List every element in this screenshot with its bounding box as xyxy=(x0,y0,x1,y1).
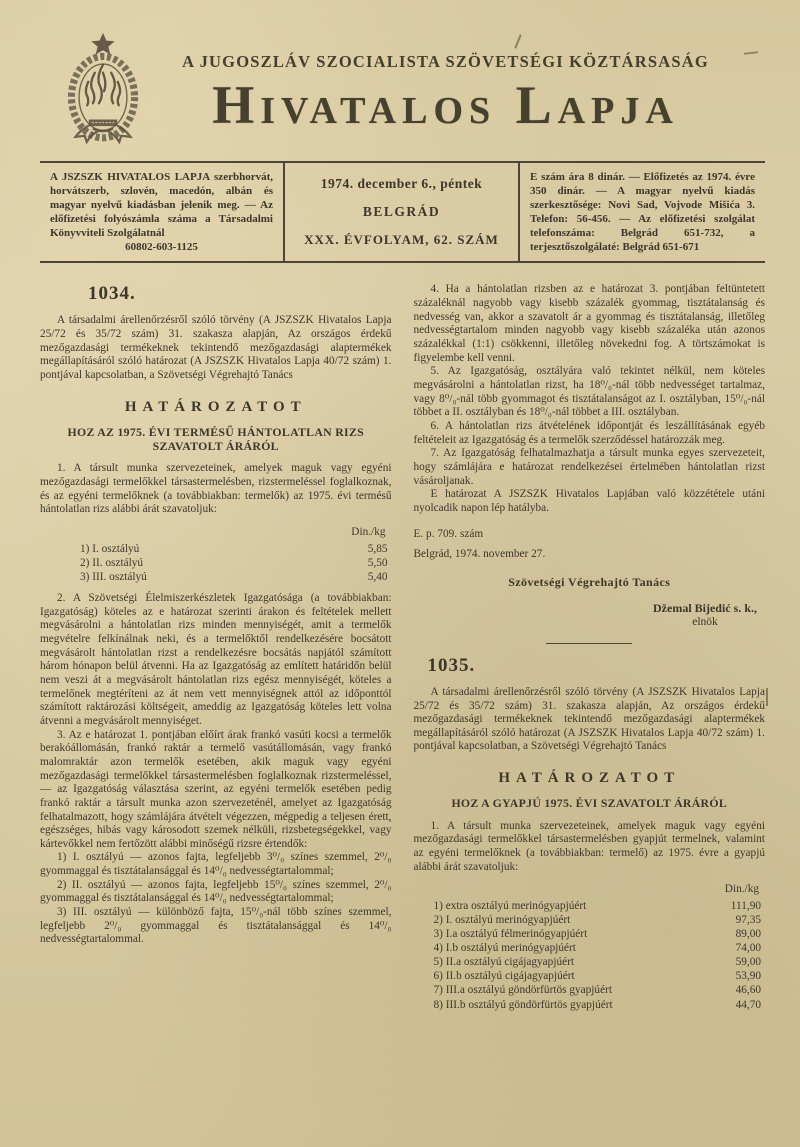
row-value: 5,85 xyxy=(367,542,388,555)
signature-title: elnök xyxy=(692,615,718,628)
table-row xyxy=(414,969,766,983)
row-value: 46,60 xyxy=(735,984,761,997)
decree-subject-1035: HOZ A GYAPJÚ 1975. ÉVI SZAVATOLT ÁRÁRÓL xyxy=(451,796,728,811)
article-1034-intro: A társadalmi árellenőrzésről szóló törvény (A JSZSZK Hivatalos Lapja 25/72 és 35/72 szám) 31. szakasza alapján, Az országos érdekű mezőgazdasági termékeknek tekintendő mezőgazdasági alaptermékek megállapításáról szóló határozat (A JSZSZK Hivatalos Lapja 40/72 szám) 1. pontjával kapcsolatban, a Szövetségi Végrehajtó Tanács xyxy=(40,314,392,382)
article-1034-p1: 1. A társult munka szervezeteinek, amelyek maguk vagy egyéni mezőgazdasági termelőkkel társastermelésben, rizstermeléssel foglalkoznak, és az egyéni termelőknek (a továbbiakban: termelők) az 1975. évi termésű hántolatlan rizs alábbi árát szavatoljuk: xyxy=(40,462,392,516)
table-row xyxy=(40,570,392,584)
row-value: 97,35 xyxy=(735,913,761,926)
article-1035-p1: 1. A társult munka szervezeteinek, amelyek maguk vagy egyéni mezőgazdasági termelőkkel társastermelésben gyapjút termelnek, valamint az egyéni termelőknek (a továbbiakban: termelő) az 1975. évre a gyapjú alábbi árát szavatoljuk: xyxy=(413,819,765,873)
row-value: 59,00 xyxy=(735,956,761,969)
article-1034-p7: 7. Az Igazgatóság felhatalmazhatja a társult munka egyes szervezeteit, hogy számlájára e határozat rendelkezései értelmében hántolatlan rizst vásároljanak. xyxy=(413,447,765,487)
article-number-1035: 1035. xyxy=(427,654,476,676)
article-1034-p8: E határozat A JSZSZK Hivatalos Lapjában való közzététele utáni nyolcadik napon lép hatályba. xyxy=(413,488,765,514)
table-row xyxy=(414,955,766,969)
issue-info-box xyxy=(285,163,520,261)
row-value: 53,90 xyxy=(735,970,761,983)
gazette-title: Hivatalos Lapja xyxy=(212,74,679,135)
table-row xyxy=(414,927,766,941)
issue-date: 1974. december 6., péntek xyxy=(320,176,483,192)
signature-name: Džemal Bijedić s. k., xyxy=(653,601,757,616)
article-1034-p2: 2. A Szövetségi Élelmiszerkészletek Igazgatósága (a továbbiakban: Igazgatóság) köteles az e határozat szerinti árakon és feltételek mellett megvásárolni a hántolatlan rizs minden mennyiségét, amit a termelők megvételre felkínálnak neki, és a termelőktől rendelkezésére bocsátott megvásárolt hántolatlan rizst a rendelkezésre bocsátás napjától számított három hónapon belül átvenni. Ha az Igazgatóság az említett határidőn belül nem veszi át a megvásárolt hántolatlan rizs egész mennyiségét, köteles a termelőnek megtéríteni az át nem vett mennyiségnek attól az időponttól számított raktározási költségeit, ameddig az Igazgatóság köteles lett volna átvenni a megvásárolt mennyiséget. xyxy=(40,592,392,727)
publication-info-box xyxy=(40,163,285,261)
article-divider xyxy=(546,643,632,644)
row-label: 8) III.b osztályú göndörfürtös gyapjúért xyxy=(433,998,613,1011)
decree-subject-1034: HOZ AZ 1975. ÉVI TERMÉSŰ HÁNTOLATLAN RIZS SZAVATOLT ÁRÁRÓL xyxy=(67,424,364,454)
reference-number: E. p. 709. szám xyxy=(413,527,484,540)
table-row xyxy=(414,983,766,997)
decree-word-1034: HATÁROZATOT xyxy=(124,398,307,415)
issue-city: BELGRÁD xyxy=(362,204,441,220)
rice-price-table xyxy=(40,542,392,584)
table-row xyxy=(414,899,766,913)
table-row xyxy=(414,913,766,927)
row-label: 1) I. osztályú xyxy=(80,542,140,555)
article-1034-p3: 3. Az e határozat 1. pontjában előírt árak frankó vasúti kocsi a termelők berakóállomásán, frankó raktár a termelő vasútállomásán, vagy frankó malomraktár azon termelők esetében, akik maguk vagy egyéni mezőgazdasági termelőkkel társastermelésben foglalkoznak rizstermeléssel, — az Igazgatóság választása szerint, az egyéni termelők esetében pedig frankó raktár a társult munka azon szervezeténél, amelyet az Igazgatóság felhatalmazott, hogy számlájára átvételt végezzen, mégpedig a teljesen érett, egészséges, hibás vagy károsodott szemek nélküli, rizsbetegségekkel, vagy kártevőkkel nem fertőzött alábbi minőségű rizsre értendők: xyxy=(40,728,392,850)
row-value: 74,00 xyxy=(735,942,761,955)
row-value: 44,70 xyxy=(735,998,761,1011)
row-label: 5) II.a osztályú cigájagyapjúért xyxy=(433,956,575,969)
council-name: Szövetségi Végrehajtó Tanács xyxy=(508,574,671,589)
masthead xyxy=(40,30,765,153)
row-label: 7) III.a osztályú göndörfürtös gyapjúért xyxy=(433,984,612,997)
row-value: 5,40 xyxy=(367,570,388,583)
row-label: 3) III. osztályú xyxy=(80,570,147,583)
table-row xyxy=(414,998,766,1012)
table-row xyxy=(40,542,392,556)
quality-item-2: 2) II. osztályú — azonos fajta, legfeljebb 15⁰/₀ színes szemmel, 2⁰/₀ gyommaggal és tisztátalansággal és 14⁰/₀ nedvességtartalommal; xyxy=(40,878,392,905)
table-row xyxy=(40,556,392,570)
issue-volume-number: XXX. ÉVFOLYAM, 62. SZÁM xyxy=(304,232,499,248)
table-row xyxy=(414,941,766,955)
price-unit-wool: Din./kg xyxy=(724,883,759,896)
row-label: 1) extra osztályú merinógyapjúért xyxy=(433,899,587,912)
row-label: 4) I.b osztályú merinógyapjúért xyxy=(433,942,576,955)
row-value: 89,00 xyxy=(735,928,761,941)
row-label: 6) II.b osztályú cigájagyapjúért xyxy=(433,970,575,983)
publication-info-text: A JSZSZK HIVATALOS LAPJA szerbhorvát, horvátszerb, szlovén, macedón, albán és magyar nyelvű kiadásban jelenik meg. — Az előfizetési folyószámla száma a Társadalmi Könyvviteli Szolgálatnál xyxy=(50,171,273,240)
right-column xyxy=(414,283,766,1019)
row-label: 2) I. osztályú merinógyapjúért xyxy=(433,913,571,926)
price-subscription-box xyxy=(520,163,765,261)
article-1035-intro: A társadalmi árellenőrzésről szóló törvény (A JSZSZK Hivatalos Lapja 25/72 és 35/72 szám) 31. szakasza alapján, Az országos érdekű mezőgazdasági termékeknek tekintendő mezőgazdasági alaptermékek megállapításáról szóló határozat (A JSZSZK Hivatalos Lapja 40/72 szám) 1. pontjával kapcsolatban, a Szövetségi Végrehajtó Tanács xyxy=(413,685,765,753)
article-number-1034: 1034. xyxy=(88,283,136,305)
article-1034-p5: 5. Az Igazgatóság, osztályára való tekintet nélkül, nem köteles megvásárolni a hántolatlan rizst, ha 18⁰/₀-nál több nedvességet tartalmaz, vagy 8⁰/₀-nál több gyommagot és tisztátalanságot az I. osztályban, 15⁰/₀-nál többet a II. osztályban és 18⁰/₀-nál többet a III. osztályban. xyxy=(413,365,765,419)
decree-word-1035: HATÁROZATOT xyxy=(498,770,681,787)
country-line: A JUGOSZLÁV SZOCIALISTA SZÖVETSÉGI KÖZTÁRSASÁG xyxy=(182,51,709,71)
row-value: 5,50 xyxy=(367,556,388,569)
pen-mark-bar xyxy=(766,688,768,706)
article-columns xyxy=(40,283,765,1019)
yugoslav-coat-of-arms-emblem xyxy=(50,30,162,153)
row-label: 2) II. osztályú xyxy=(80,556,144,569)
quality-item-3: 3) III. osztályú — különböző fajta, 15⁰/₀-nál több színes szemmel, legfeljebb 2⁰/₀ gyommaggal és tisztátalansággal és 14⁰/₀ nedvességtartalommal. xyxy=(40,906,392,946)
article-1034-p6: 6. A hántolatlan rizs átvételének időpontját és leszállításának egyéb feltételeit az Igazgatóság és a termelők szerződéssel határozzák meg. xyxy=(413,420,765,446)
row-label: 3) I.a osztályú félmerinógyapjúért xyxy=(433,928,588,941)
wool-price-table xyxy=(414,899,766,1012)
info-bar xyxy=(40,161,765,263)
masthead-titles xyxy=(162,51,765,135)
quality-item-1: 1) I. osztályú — azonos fajta, legfeljebb 3⁰/₀ színes szemmel, 2⁰/₀ gyommaggal és tisztátalansággal és 14⁰/₀ nedvességtartalommal; xyxy=(40,851,392,878)
price-subscription-text: E szám ára 8 dinár. — Előfizetés az 1974. évre 350 dinár. — A magyar nyelvű kiadás szerkesztősége: Novi Sad, Vojvode Mišića 3. Telefon: 56-456. — Az előfizetési szolgálat telefonszáma: Belgrád 651-732, a terjesztőszolgálaté: Belgrád 651-671 xyxy=(530,171,755,254)
price-unit-rice: Din./kg xyxy=(351,526,386,539)
date-place-line: Belgrád, 1974. november 27. xyxy=(413,548,546,561)
row-value: 111,90 xyxy=(730,899,761,912)
left-column xyxy=(40,283,392,1019)
account-number: 60802-603-1125 xyxy=(125,241,198,254)
article-1034-p4: 4. Ha a hántolatlan rizsben az e határozat 3. pontjában feltüntetett százaléknál nagyobb vagy kisebb százalék gyommag, tisztátalanság és nedvesség van, akkor a szavatolt ár a gyommag és tisztátalanság, illetőleg nedvességtartalom minden nagyobb vagy kisebb százaléka után azonos százalékkal (1:1) csökkenni, illetőleg növekedni fog. A törtszámokat is figyelembe kell venni. xyxy=(413,283,765,364)
signature-block xyxy=(653,601,757,629)
